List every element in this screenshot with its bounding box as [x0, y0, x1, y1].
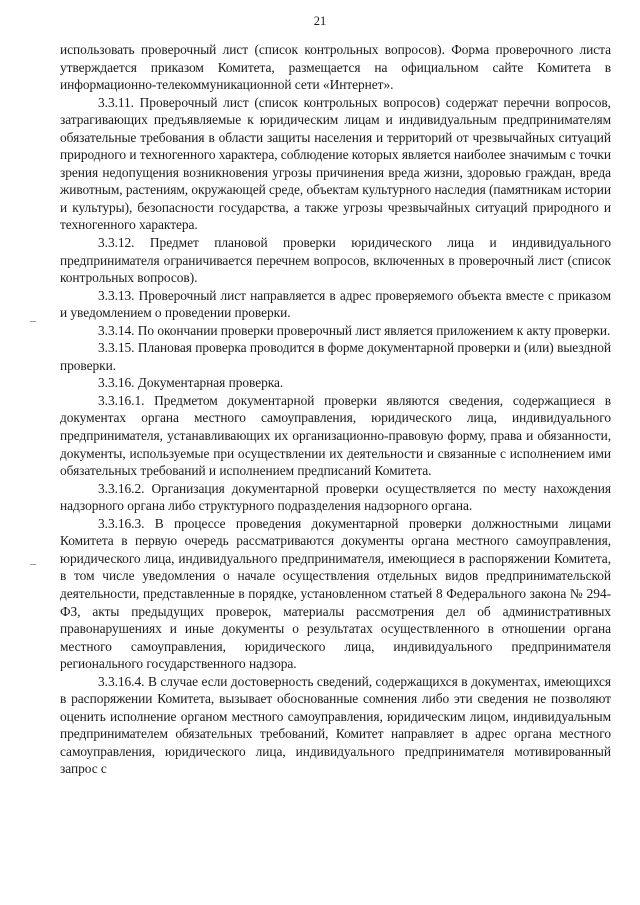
- document-body: [60, 41, 611, 778]
- paragraph-3-3-16-2: 3.3.16.2. Организация документарной проверки осуществляется по месту нахождения надзорного органа либо структурного подразделения надзорного органа.: [60, 480, 611, 514]
- paragraph-3-3-16-1: 3.3.16.1. Предметом документарной проверки являются сведения, содержащиеся в документах органа местного самоуправления, юридического лица, индивидуального предпринимателя, устанавливающих их организационно-правовую форму, права и обязанности, документы, используемые при осуществлении их деятельности и связанные с исполнением ими обязательных требований и исполнением предписаний Комитета.: [60, 392, 611, 479]
- margin-mark: [30, 564, 36, 565]
- paragraph-3-3-11: 3.3.11. Проверочный лист (список контрольных вопросов) содержат перечни вопросов, затрагивающих предъявляемые к юридическим лицам и индивидуальным предпринимателям обязательные требования в области защиты населения и территорий от чрезвычайных ситуаций природного и техногенного характера, соблюдение которых является наиболее значимым с точки зрения недопущения возникновения угрозы причинения вреда жизни, здоровью граждан, вреда животным, растениям, окружающей среде, объектам культурного наследия (памятникам истории и культуры), безопасности государства, а также угрозы чрезвычайных ситуаций природного и техногенного характера.: [60, 94, 611, 233]
- paragraph-continuation: использовать проверочный лист (список контрольных вопросов). Форма проверочного листа утверждается приказом Комитета, размещается на официальном сайте Комитета в информационно-телекоммуникационной сети «Интернет».: [60, 42, 611, 93]
- paragraph-3-3-16: 3.3.16. Документарная проверка.: [98, 375, 284, 391]
- paragraph-3-3-13: 3.3.13. Проверочный лист направляется в адрес проверяемого объекта вместе с приказом и уведомлением о проведении проверки.: [60, 287, 611, 321]
- paragraph-3-3-16-4: 3.3.16.4. В случае если достоверность сведений, содержащихся в документах, имеющихся в распоряжении Комитета, вызывает обоснованные сомнения либо эти сведения не позволяют оценить исполнение органом местного самоуправления, юридическим лицом, индивидуальным предпринимателем обязательных требований, Комитет направляет в адрес органа местного самоуправления, юридического лица, индивидуального предпринимателя мотивированный запрос с: [60, 673, 611, 777]
- page-number: 21: [313, 14, 327, 28]
- paragraph-3-3-16-3: 3.3.16.3. В процессе проведения документарной проверки должностными лицами Комитета в первую очередь рассматриваются документы органа местного самоуправления, юридического лица, индивидуального предпринимателя, имеющиеся в распоряжении Комитета, в том числе уведомления о начале осуществления отдельных видов предпринимательской деятельности, представленные в порядке, установленном статьей 8 Федерального закона № 294-ФЗ, акты предыдущих проверок, материалы рассмотрения дел об административных правонарушениях и иные документы о результатах осуществленного в отношении органа местного самоуправления, юридического лица, индивидуального предпринимателя регионального государственного надзора.: [60, 515, 611, 672]
- paragraph-3-3-14: 3.3.14. По окончании проверки проверочный лист является приложением к акту проверки.: [98, 322, 611, 338]
- paragraph-3-3-15: 3.3.15. Плановая проверка проводится в форме документарной проверки и (или) выездной проверки.: [60, 340, 611, 373]
- margin-mark: [30, 321, 36, 322]
- paragraph-3-3-12: 3.3.12. Предмет плановой проверки юридического лица и индивидуального предпринимателя ограничивается перечнем вопросов, включенных в проверочный лист (список контрольных вопросов).: [60, 235, 611, 286]
